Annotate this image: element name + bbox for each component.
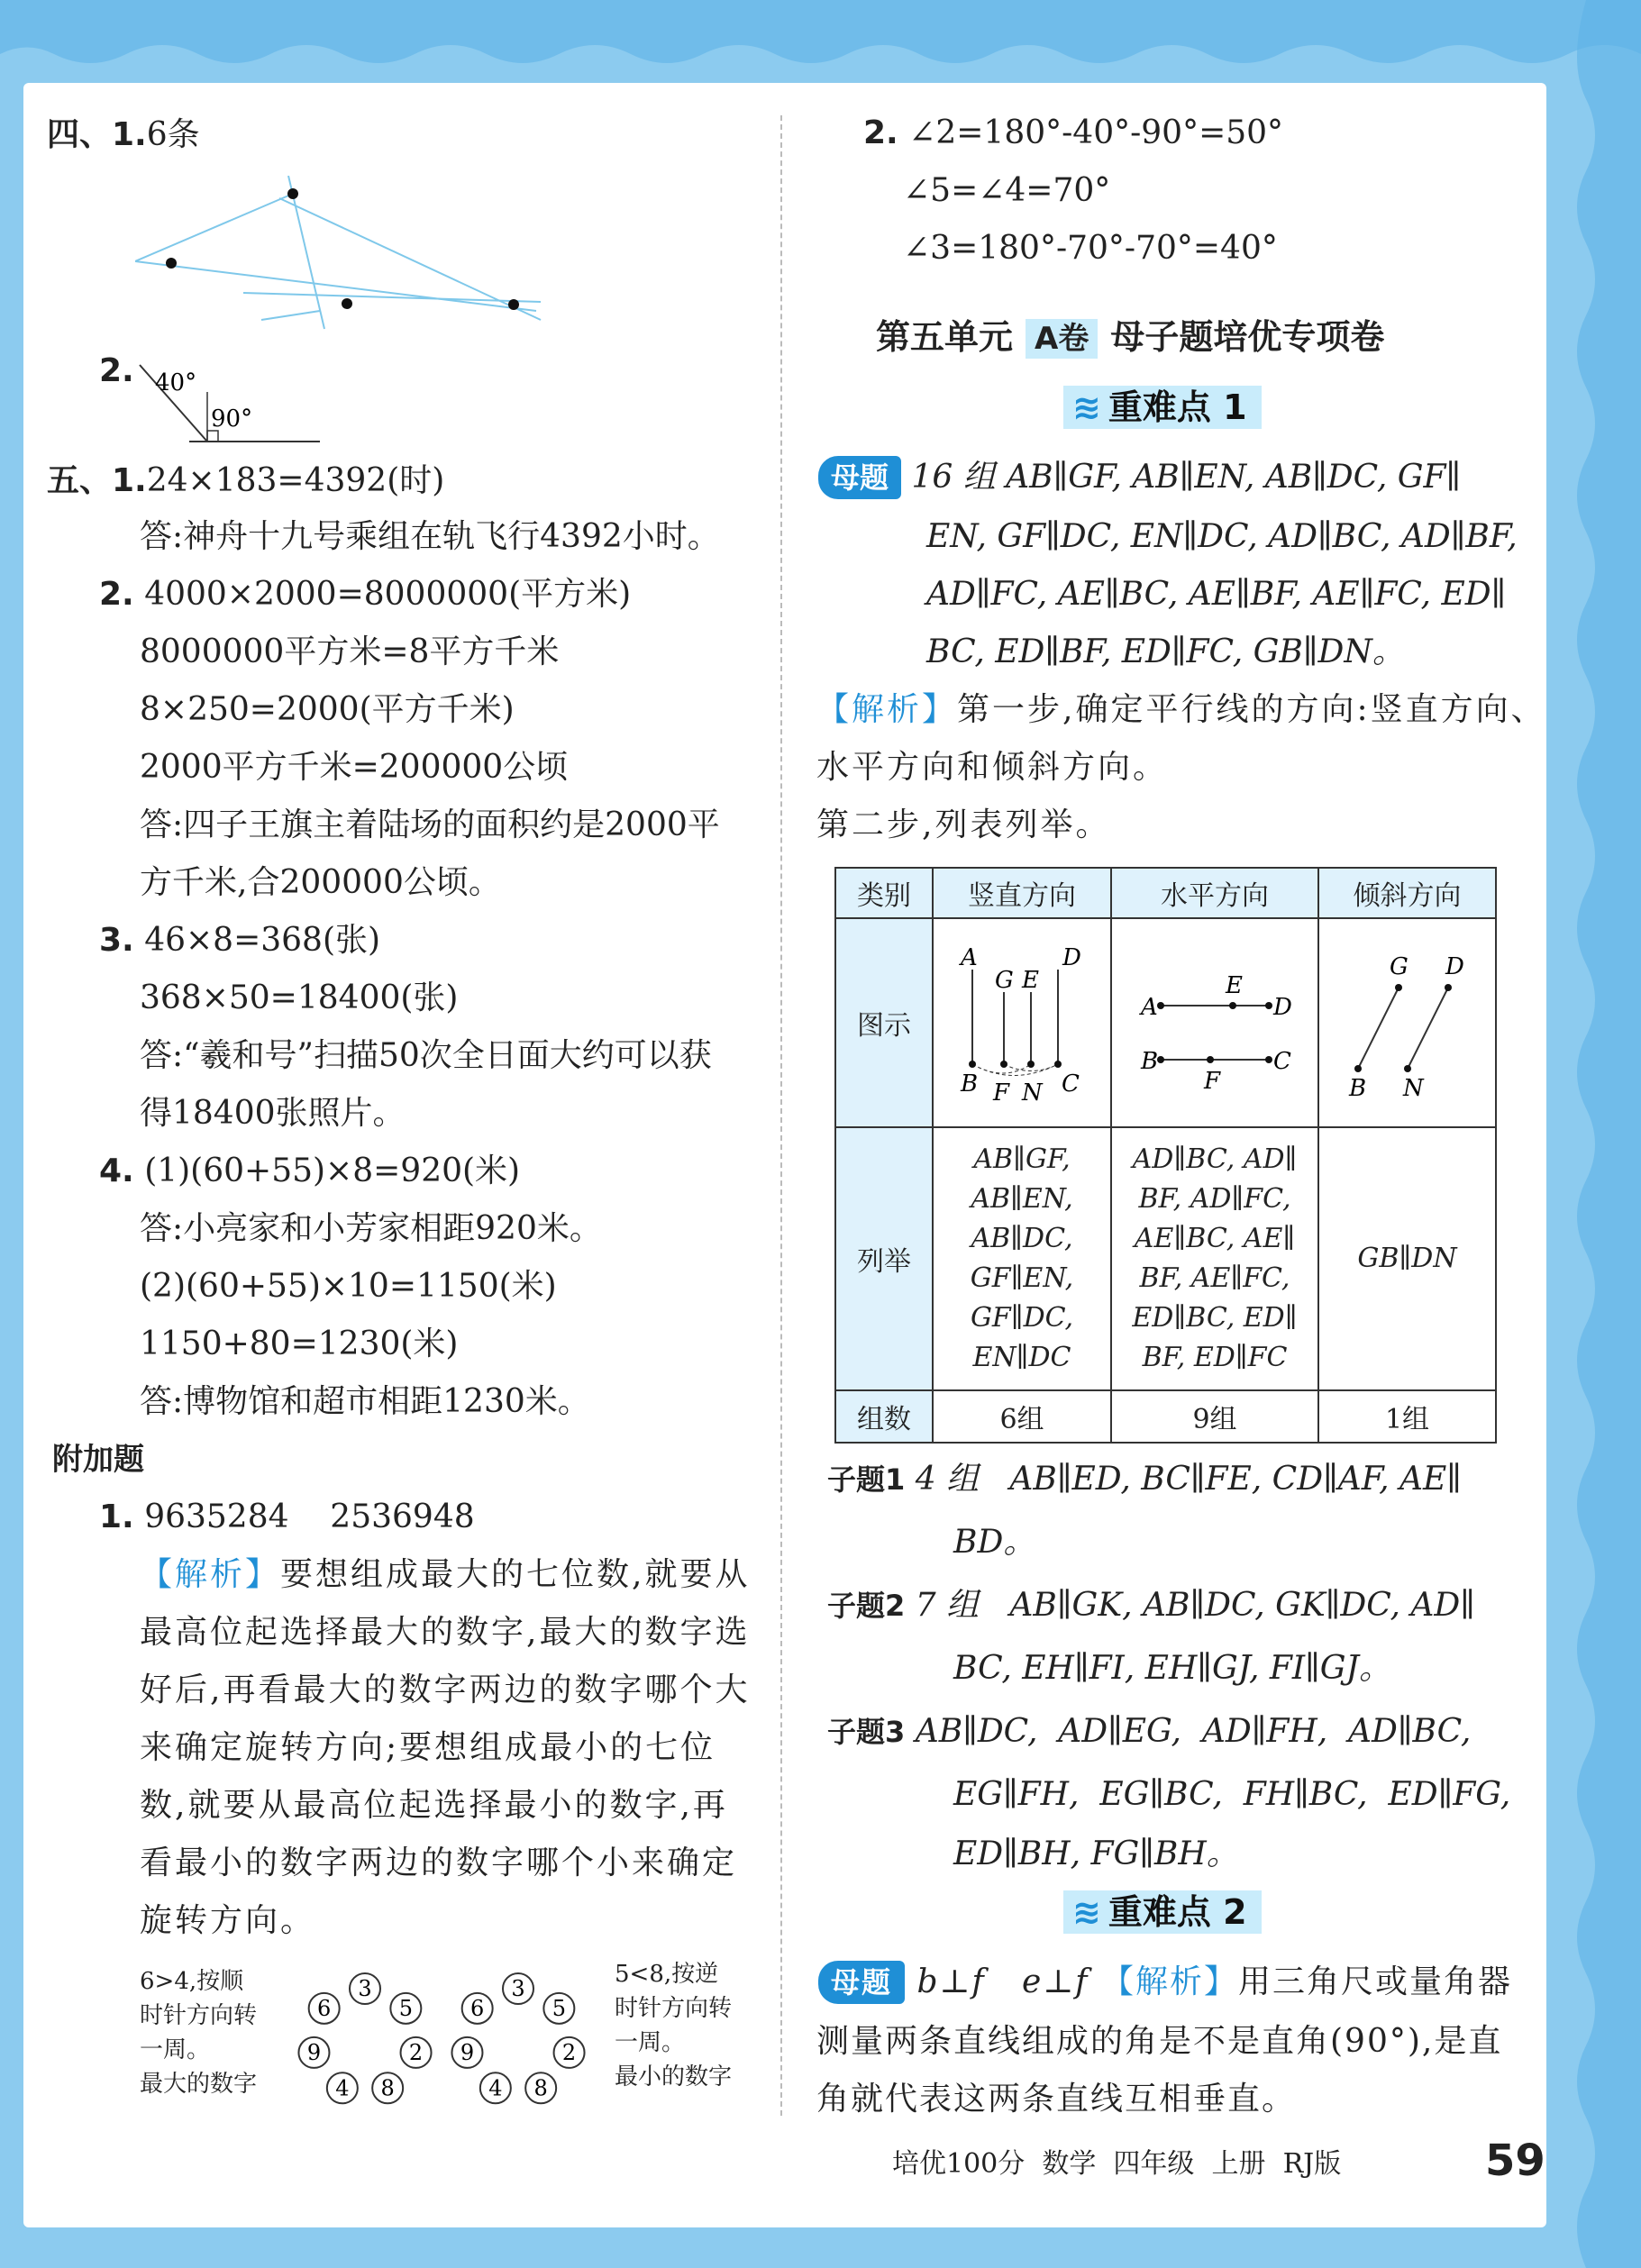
kp2-analysis-l3: 角就代表这两条直线互相垂直。 bbox=[816, 2081, 1297, 2118]
kp1-badge: ≋ 重难点 1 bbox=[1063, 386, 1262, 429]
angle-figure bbox=[135, 356, 324, 446]
analysis-l3: 第二步,列表列举。 bbox=[816, 806, 1111, 843]
dial-left-digit: 9 bbox=[306, 2039, 322, 2065]
svg-text:A: A bbox=[1141, 994, 1158, 1021]
svg-text:G: G bbox=[995, 967, 1014, 994]
extra-analysis-l5: 数,就要从最高位起选择最小的数字,再 bbox=[140, 1787, 728, 1824]
th-vertical: 竖直方向 bbox=[933, 868, 1111, 918]
s4-q1: 四、1.6条 bbox=[47, 116, 200, 153]
sub1: 子题1 4 组 AB∥ED, BC∥FE, CD∥AF, AE∥ bbox=[827, 1461, 1462, 1498]
extra-analysis-l2: 最高位起选择最大的数字,最大的数字选 bbox=[140, 1614, 751, 1651]
mother-q: 母题 16 组 AB∥GF, AB∥EN, AB∥DC, GF∥ bbox=[818, 456, 1461, 499]
count-vertical: 6组 bbox=[933, 1390, 1111, 1443]
unit-key-badge: A卷 bbox=[1026, 319, 1098, 359]
sub3: 子题3 AB∥DC, AD∥EG, AD∥FH, AD∥BC, bbox=[827, 1713, 1472, 1750]
extra-title: 附加题 bbox=[52, 1442, 144, 1478]
s5-q2: 2. 4000×2000=8000000(平方米) bbox=[99, 576, 632, 613]
list-slanted: GB∥DN bbox=[1318, 1127, 1496, 1390]
s5-q2-l2: 8000000平方米=8平方千米 bbox=[140, 633, 560, 670]
count-horizontal: 9组 bbox=[1111, 1390, 1318, 1443]
s5-q2-l4: 2000平方千米=200000公顷 bbox=[140, 749, 569, 786]
digit-dials-figure bbox=[279, 1964, 622, 2118]
r-q2: 2. ∠2=180°-40°-90°=50° bbox=[863, 114, 1284, 151]
list-vertical: AB∥GF, AB∥EN, AB∥DC, GF∥EN, GF∥DC, EN∥DC bbox=[933, 1127, 1111, 1390]
footer-meta: 培优100分 数学 四年级 上册 RJ版 bbox=[892, 2148, 1342, 2180]
svg-text:F: F bbox=[993, 1079, 1010, 1105]
s5-q4: 4. (1)(60+55)×8=920(米) bbox=[99, 1152, 521, 1189]
analysis-l1: 【解析】第一步,确定平行线的方向:竖直方向、 bbox=[816, 691, 1546, 728]
extra-analysis-l4: 来确定旋转方向;要想组成最小的七位 bbox=[140, 1729, 716, 1766]
fig-slanted bbox=[1318, 918, 1496, 1127]
dial-right-digit: 6 bbox=[470, 1995, 485, 2021]
extra-q1: 1. 9635284 2536948 bbox=[99, 1498, 475, 1535]
s5-q2-l6: 方千米,合200000公顷。 bbox=[140, 864, 501, 901]
four-points-lines-figure bbox=[135, 176, 550, 338]
mother-q-l2: EN, GF∥DC, EN∥DC, AD∥BC, AD∥BF, bbox=[926, 518, 1518, 555]
s5-q1: 五、1.24×183=4392(时) bbox=[47, 462, 445, 499]
svg-text:E: E bbox=[1022, 967, 1039, 994]
analysis-l2: 水平方向和倾斜方向。 bbox=[816, 749, 1169, 786]
s5-q4-l2: 答:小亮家和小芳家相距920米。 bbox=[140, 1210, 602, 1247]
dial-right-digit: 9 bbox=[460, 2039, 475, 2065]
dial-right-digit: 3 bbox=[511, 1976, 525, 2001]
s5-q4-l4: 1150+80=1230(米) bbox=[140, 1325, 459, 1362]
s5-q3-l4: 得18400张照片。 bbox=[140, 1095, 406, 1132]
svg-text:D: D bbox=[1062, 944, 1081, 971]
th-horizontal: 水平方向 bbox=[1111, 868, 1318, 918]
svg-text:F: F bbox=[1204, 1068, 1221, 1095]
svg-text:C: C bbox=[1273, 1048, 1291, 1075]
s5-q3: 3. 46×8=368(张) bbox=[99, 922, 381, 959]
dial-note-right: 5<8,按逆 时针方向转 一周。 最小的数字 bbox=[615, 1961, 733, 2090]
svg-text:B: B bbox=[1348, 1075, 1366, 1102]
dial-left-digit: 5 bbox=[398, 1995, 413, 2021]
angle-90-label: 90° bbox=[211, 405, 253, 433]
svg-text:B: B bbox=[1141, 1048, 1159, 1075]
dial-left-digit: 4 bbox=[335, 2075, 350, 2101]
row-count-label: 组数 bbox=[835, 1390, 933, 1443]
dial-left-digit: 6 bbox=[317, 1995, 332, 2021]
r-q2-l3: ∠3=180°-70°-70°=40° bbox=[903, 230, 1278, 267]
dial-right-digit: 5 bbox=[552, 1995, 566, 2021]
th-slanted: 倾斜方向 bbox=[1318, 868, 1496, 918]
mother-q-l4: BC, ED∥BF, ED∥FC, GB∥DN。 bbox=[926, 633, 1405, 670]
svg-text:B: B bbox=[961, 1070, 979, 1098]
svg-text:E: E bbox=[1226, 972, 1243, 999]
th-category: 类别 bbox=[835, 868, 933, 918]
mother-q-l3: AD∥FC, AE∥BC, AE∥BF, AE∥FC, ED∥ bbox=[926, 576, 1507, 613]
dial-note-left: 6>4,按顺 时针方向转 一周。 最大的数字 bbox=[140, 1968, 258, 2098]
extra-analysis-l1: 【解析】要想组成最大的七位数,就要从 bbox=[140, 1556, 751, 1593]
s5-q1-answer: 答:神舟十九号乘组在轨飞行4392小时。 bbox=[140, 518, 720, 555]
kp2-badge: ≋ 重难点 2 bbox=[1063, 1890, 1262, 1934]
s5-q3-l3: 答:“羲和号”扫描50次全日面大约可以获 bbox=[140, 1037, 712, 1074]
row-list-label: 列举 bbox=[835, 1127, 933, 1390]
extra-analysis-l7: 旋转方向。 bbox=[140, 1902, 316, 1939]
svg-text:D: D bbox=[1273, 994, 1292, 1021]
column-divider bbox=[780, 115, 782, 2116]
s5-q3-l2: 368×50=18400(张) bbox=[140, 979, 459, 1016]
unit-title: 第五单元 A卷 母子题培优专项卷 bbox=[876, 317, 1385, 357]
angle-40-label: 40° bbox=[155, 369, 197, 396]
s5-q4-l3: (2)(60+55)×10=1150(米) bbox=[140, 1268, 557, 1305]
svg-text:C: C bbox=[1062, 1070, 1080, 1098]
dial-right-digit: 8 bbox=[533, 2075, 548, 2101]
sub1-l2: BD。 bbox=[953, 1524, 1036, 1561]
parallel-lines-table bbox=[834, 867, 1497, 1444]
s5-q2-l5: 答:四子王旗主着陆场的面积约是2000平 bbox=[140, 806, 720, 843]
s4-q2-label: 2. bbox=[99, 352, 134, 389]
svg-text:G: G bbox=[1389, 953, 1409, 980]
svg-text:D: D bbox=[1445, 953, 1464, 980]
page-number: 59 bbox=[1485, 2136, 1545, 2186]
kp2-analysis-l2: 测量两条直线组成的角是不是直角(90°),是直 bbox=[816, 2023, 1503, 2060]
sub3-l3: ED∥BH, FG∥BH。 bbox=[953, 1835, 1239, 1872]
s5-q2-l3: 8×250=2000(平方千米) bbox=[140, 691, 515, 728]
extra-analysis-l3: 好后,再看最大的数字两边的数字哪个大 bbox=[140, 1671, 751, 1708]
s5-q4-l5: 答:博物馆和超市相距1230米。 bbox=[140, 1383, 590, 1420]
dial-right-digit: 2 bbox=[561, 2039, 577, 2065]
sub3-l2: EG∥FH, EG∥BC, FH∥BC, ED∥FG, bbox=[953, 1776, 1511, 1813]
dial-left-digit: 8 bbox=[380, 2075, 395, 2101]
kp2-mother: 母题 b⊥f e⊥f 【解析】用三角尺或量角器 bbox=[818, 1961, 1512, 2004]
list-horizontal: AD∥BC, AD∥ BF, AD∥FC, AE∥BC, AE∥ BF, AE∥FC, ED∥BC, ED∥ BF, ED∥FC bbox=[1111, 1127, 1318, 1390]
svg-text:A: A bbox=[961, 944, 978, 971]
count-slanted: 1组 bbox=[1318, 1390, 1496, 1443]
row-figure-label: 图示 bbox=[835, 918, 933, 1127]
extra-analysis-l6: 看最小的数字两边的数字哪个小来确定 bbox=[140, 1844, 738, 1881]
sub2-l2: BC, EH∥FI, EH∥GJ, FI∥GJ。 bbox=[953, 1650, 1391, 1687]
svg-text:N: N bbox=[1402, 1075, 1424, 1102]
dial-right-digit: 4 bbox=[488, 2075, 503, 2101]
dial-left-digit: 3 bbox=[358, 1976, 372, 2001]
sub2: 子题2 7 组 AB∥GK, AB∥DC, GK∥DC, AD∥ bbox=[827, 1587, 1475, 1624]
r-q2-l2: ∠5=∠4=70° bbox=[903, 172, 1111, 209]
dial-left-digit: 2 bbox=[408, 2039, 424, 2065]
fig-vertical bbox=[933, 918, 1111, 1127]
fig-horizontal bbox=[1111, 918, 1318, 1127]
svg-text:N: N bbox=[1022, 1079, 1043, 1105]
